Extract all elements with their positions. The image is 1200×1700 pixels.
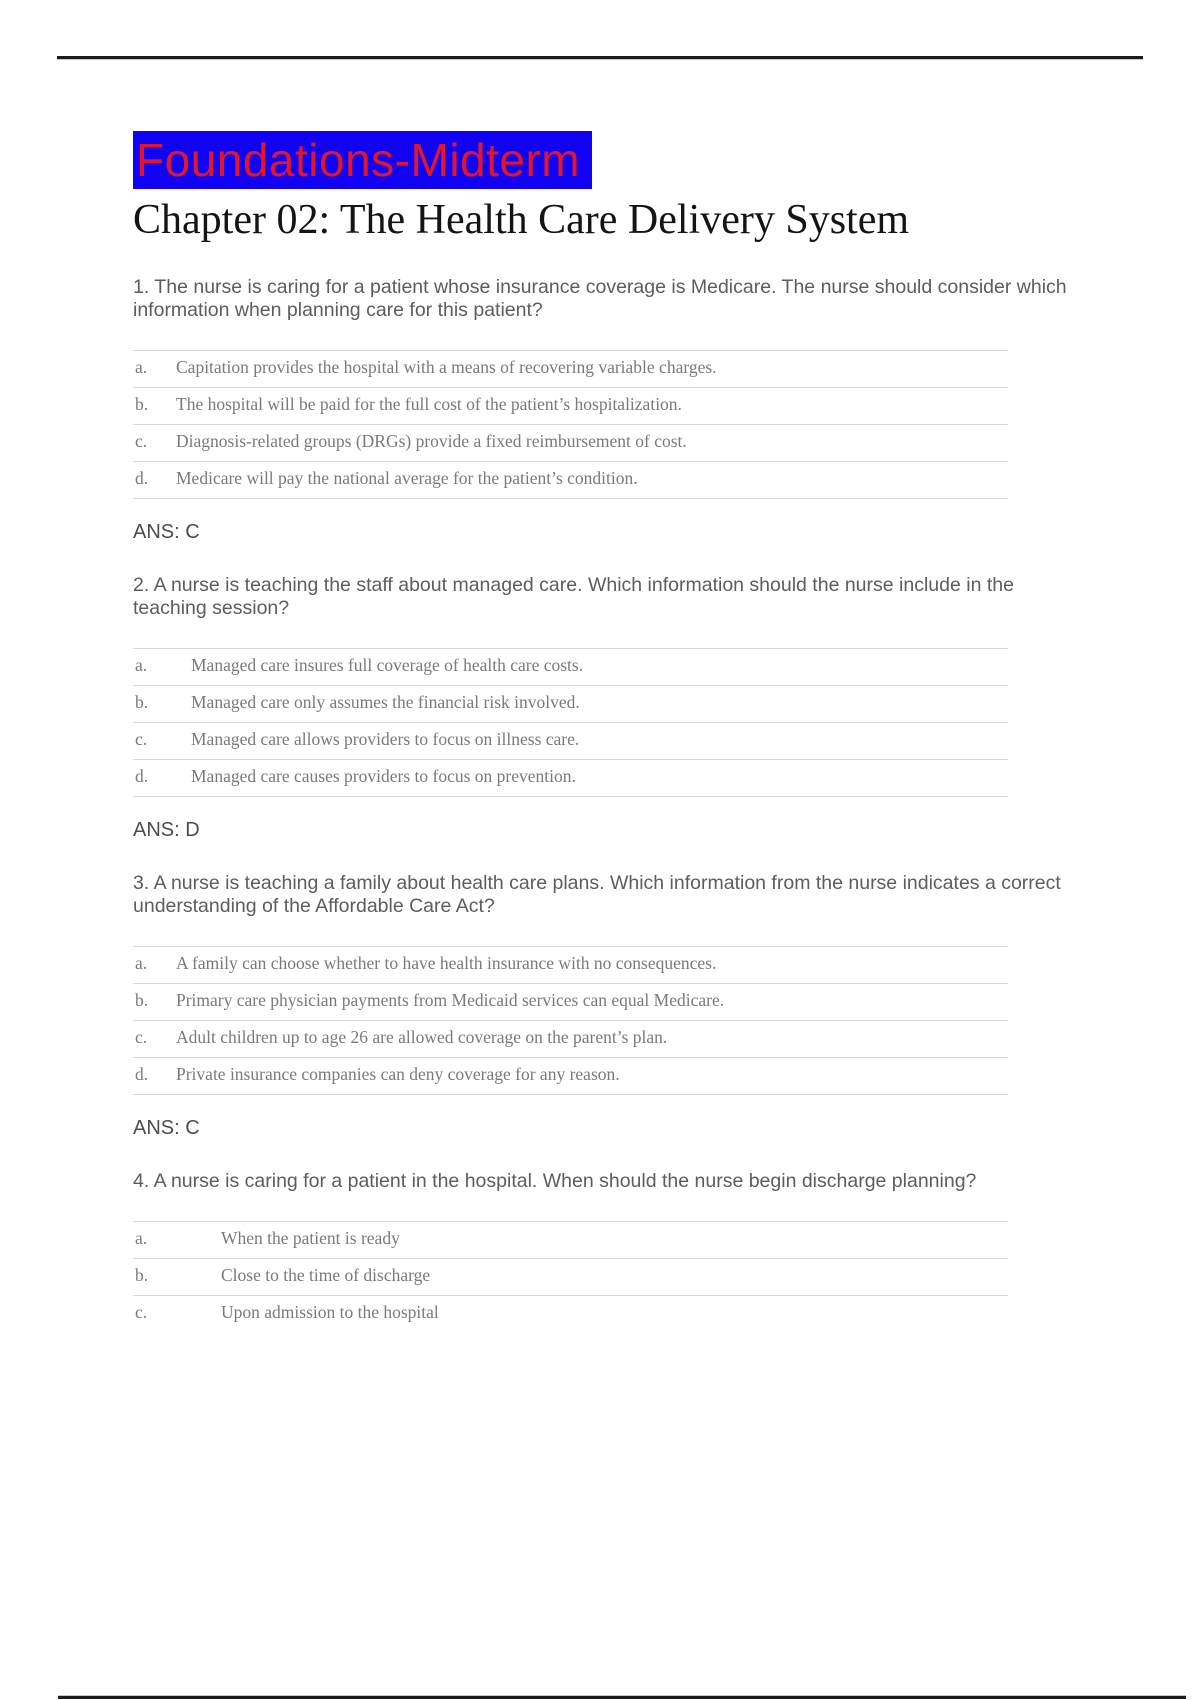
answer-text: ANS: D [133,819,200,841]
option-text: Managed care causes providers to focus on prevention. [191,766,576,786]
option-text: Upon admission to the hospital [221,1302,439,1322]
option-text: A family can choose whether to have health insurance with no consequences. [176,953,717,973]
option-letter: d. [135,766,149,786]
options-table [133,1221,1008,1332]
option-letter: c. [135,729,148,749]
question-text: 3. A nurse is teaching a family about health care plans. Which information from the nurse indicates a correct understanding of the Affordable Care Act? [133,872,1061,917]
answer-text: ANS: C [133,521,200,543]
option-letter: b. [135,990,149,1010]
answer-text: ANS: C [133,1117,200,1139]
question-block [133,574,1078,840]
option-row [133,461,1008,499]
option-row [133,1057,1008,1095]
question-block [133,276,1078,542]
question-text: 4. A nurse is caring for a patient in the hospital. When should the nurse begin discharge planning? [133,1170,977,1192]
document-content [133,131,1078,1332]
option-text: Managed care insures full coverage of health care costs. [191,655,584,675]
option-row [133,648,1008,685]
bottom-rule [58,1695,1186,1699]
option-row [133,759,1008,797]
question-block [133,1170,1078,1332]
options-table [133,946,1008,1095]
option-letter: b. [135,394,149,414]
option-letter: b. [135,1265,149,1285]
option-letter: b. [135,692,149,712]
option-text: Medicare will pay the national average for the patient’s condition. [176,468,638,488]
document-title: Foundations-Midterm [133,131,592,189]
question-text: 1. The nurse is caring for a patient whose insurance coverage is Medicare. The nurse should consider which information when planning care for this patient? [133,276,1067,321]
document-title-row [133,131,1078,189]
option-text: Primary care physician payments from Medicaid services can equal Medicare. [176,990,725,1010]
option-text: Diagnosis-related groups (DRGs) provide a fixed reimbursement of cost. [176,431,687,451]
question-text: 2. A nurse is teaching the staff about managed care. Which information should the nurse include in the teaching session? [133,574,1014,619]
option-row [133,1221,1008,1258]
option-letter: a. [135,655,148,675]
options-table [133,350,1008,499]
option-letter: a. [135,953,148,973]
option-row [133,946,1008,983]
option-row [133,387,1008,424]
option-row [133,350,1008,387]
option-row [133,722,1008,759]
option-row [133,1295,1008,1332]
option-letter: a. [135,357,148,377]
option-letter: c. [135,431,148,451]
option-letter: d. [135,468,149,488]
option-letter: d. [135,1064,149,1084]
option-text: Capitation provides the hospital with a means of recovering variable charges. [176,357,717,377]
option-text: When the patient is ready [221,1228,400,1248]
option-text: Adult children up to age 26 are allowed coverage on the parent’s plan. [176,1027,668,1047]
option-row [133,685,1008,722]
option-text: Managed care allows providers to focus on illness care. [191,729,580,749]
questions-list [133,276,1078,1332]
option-text: Managed care only assumes the financial risk involved. [191,692,580,712]
option-row [133,424,1008,461]
top-rule [57,56,1143,60]
option-text: Close to the time of discharge [221,1265,431,1285]
option-letter: c. [135,1302,148,1322]
option-letter: c. [135,1027,148,1047]
question-block [133,872,1078,1138]
chapter-heading: Chapter 02: The Health Care Delivery System [133,197,910,243]
option-row [133,1258,1008,1295]
option-row [133,1020,1008,1057]
options-table [133,648,1008,797]
option-text: Private insurance companies can deny coverage for any reason. [176,1064,620,1084]
option-text: The hospital will be paid for the full cost of the patient’s hospitalization. [176,394,682,414]
option-letter: a. [135,1228,148,1248]
option-row [133,983,1008,1020]
